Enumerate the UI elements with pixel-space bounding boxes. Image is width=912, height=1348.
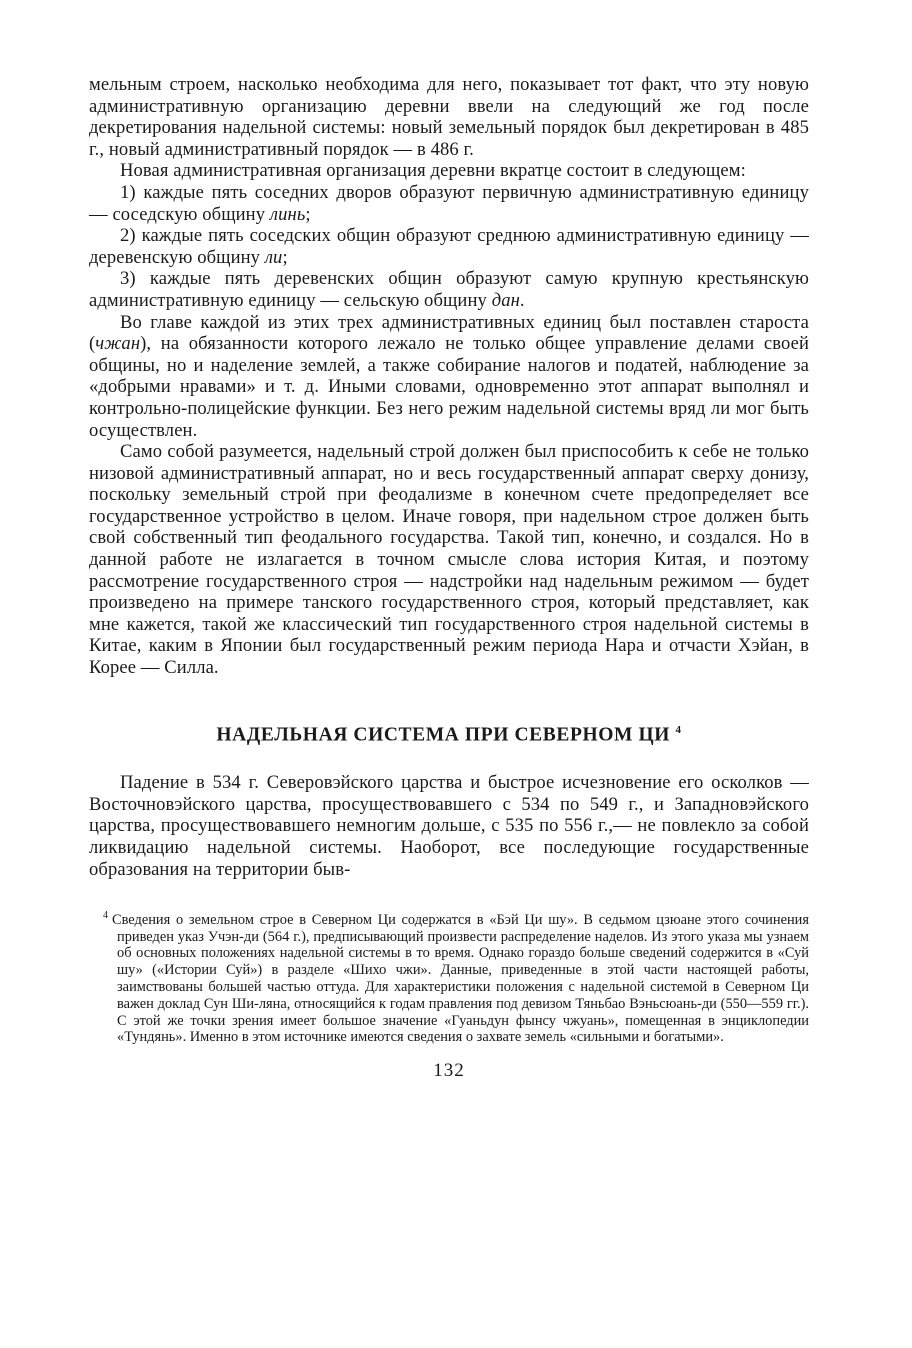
footnote-mark: 4 (103, 910, 108, 922)
section-heading-text: НАДЕЛЬНАЯ СИСТЕМА ПРИ СЕВЕРНОМ ЦИ (216, 724, 671, 746)
paragraph (89, 74, 809, 160)
footnote-reference: 4 (675, 723, 682, 736)
book-page (89, 74, 809, 1082)
paragraph-after-heading: Падение в 534 г. Северовэйского царства и быстрое исчезновение его осколков — Восточновэйского царства, просуществовавшего с 534 по 549 г., и Западновэйского царства, просуществовавшего немногим дольше, с 535 по 556 г.,— не повлекло за собой ликвидацию надельной системы. Наоборот, все последующие государственные образования на территории быв- (89, 772, 809, 880)
text-run: 2) каждые пять соседских общин образуют среднюю административную единицу — деревенскую общину (89, 225, 809, 268)
text-run: . (519, 289, 525, 311)
italic-term: линь (269, 203, 306, 225)
paragraph (89, 225, 809, 268)
text-run: ), на обязанности которого лежало не только общее управление делами своей общины, но и наделение землей, а также собирание налогов и податей, наблюдение за «добрыми нравами» и т. д. Иными словами, одновременно этот аппарат выполнял и контрольно-полицейские функции. Без него режим надельной системы вряд ли мог быть осуществлен. (89, 333, 809, 441)
text-run: мельным строем, насколько необходима для него, показывает тот факт, что эту новую административную организацию деревни ввели на следующий же год после декретирования надельной системы: новый земельный порядок был декретирован в 485 г., новый административный порядок — в 486 г. (89, 74, 809, 160)
paragraph (89, 312, 809, 442)
paragraph (89, 182, 809, 225)
text-run: Во главе каждой из этих трех административных единиц был поставлен староста ( (89, 311, 809, 355)
text-run: ; (282, 246, 288, 268)
paragraph (89, 268, 809, 311)
text-run: Само собой разумеется, надельный строй должен был приспособить к себе не только низовой административный аппарат, но и весь государственный аппарат сверху донизу, поскольку земельный строй при феодализме в конечном счете предопределяет все государственное устройство в целом. Иначе говоря, при надельном строе должен быть свой собственный тип феодального государства. Такой тип, конечно, и создался. Но в данной работе не излагается в точном смысле слова история Китая, и поэтому рассмотрение государственного строя — надстройки над надельным режимом — будет произведено на примере танского государственного строя, который представляет, как мне кажется, такой же классический тип государственного строя надельной системы в Китае, каким в Японии был государственный режим периода Нара и отчасти Хэйан, в Корее — Силла. (89, 441, 809, 679)
text-run: 3) каждые пять деревенских общин образуют самую крупную крестьянскую административную единицу — сельскую общину (89, 268, 809, 311)
italic-term: ли (264, 246, 283, 268)
text-run: Новая административная организация деревни вкратце состоит в следующем: (120, 160, 746, 182)
paragraph (89, 160, 809, 182)
section-heading (89, 718, 809, 748)
italic-term: дан (491, 289, 520, 311)
footnote (89, 908, 809, 1046)
paragraph (89, 441, 809, 679)
body-text (89, 74, 809, 679)
page-number: 132 (433, 1060, 465, 1082)
italic-term: чжан (95, 333, 141, 355)
text-run: 1) каждые пять соседних дворов образуют первичную административную единицу — соседскую общину (89, 181, 809, 225)
footnote-text: Сведения о земельном строе в Северном Ци содержатся в «Бэй Ци шу». В седьмом цзюане этого сочинения приведен указ Учэн-ди (564 г.), предписывающий произвести распределение наделов. Из этого указа мы узнаем об основных положениях надельной системы в то время. Однако гораздо больше сведений содержится в «Суй шу» («Истории Суй») в разделе «Шихо чжи». Данные, приведенные в этой части настоящей работы, заимствованы большей частью оттуда. Для характеристики положения с надельной системой в Северном Ци важен доклад Сун Ши-ляна, относящийся к годам правления под девизом Тяньбао Вэньсюань-ди (550—559 гг.). С этой же точки зрения имеет большое значение «Гуаньдун фынсу чжуань», помещенная в энциклопедии «Тундянь». Именно в этом источнике имеются сведения о захвате земель «сильными и богатыми». (112, 911, 809, 1046)
text-run: ; (305, 203, 311, 225)
